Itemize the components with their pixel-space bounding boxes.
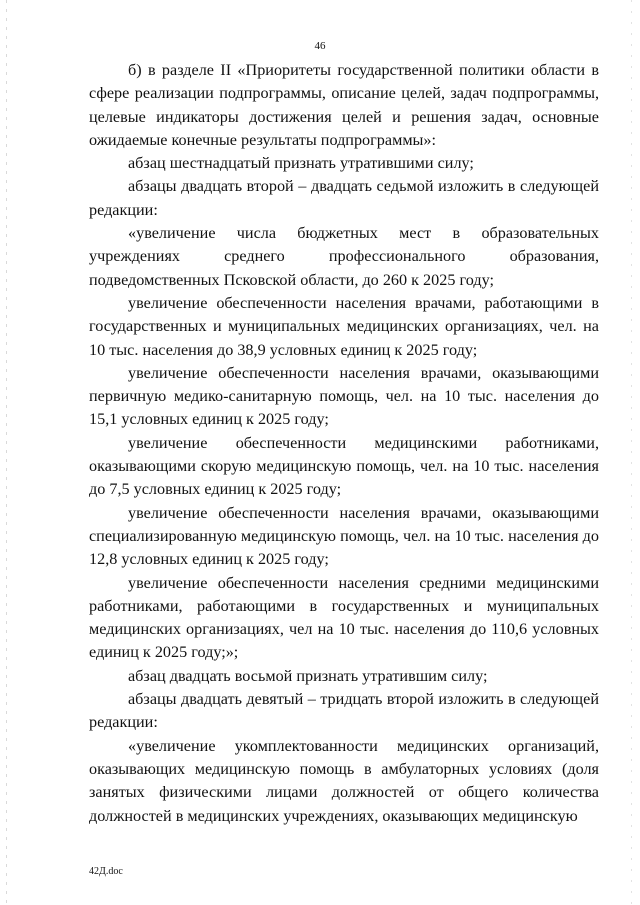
paragraph: абзацы двадцать второй – двадцать седьмой изложить в следующей редакции: [89,177,599,219]
paragraph: увеличение обеспеченности населения врачами, оказывающими первичную медико-санитарную помощь, чел. на 10 тыс. населения до 15,1 условных единиц к 2025 году; [89,363,599,429]
paragraph: увеличение обеспеченности населения средними медицинскими работниками, работающими в государственных и муниципальных медицинских организациях, чел на 10 тыс. населения до 110,6 условных единиц к 2025 году;»; [89,573,599,662]
paragraph: «увеличение укомплектованности медицинских организаций, оказывающих медицинскую помощь в амбулаторных условиях (доля занятых физическими лицами должностей от общего количества должностей в медицинских учреждениях, оказывающих медицинскую [89,736,599,825]
paragraph: увеличение обеспеченности медицинскими работниками, оказывающими скорую медицинскую помощь, чел. на 10 тыс. населения до 7,5 условных единиц к 2025 году; [89,433,599,499]
scan-edge-left [6,0,7,905]
paragraph-section-heading: б) в разделе II «Приоритеты государственной политики области в сфере реализации подпрограммы, описание целей, задач подпрограммы, целевые индикаторы достижения целей и решения задач, основные ожидаемые конечные результаты подпрограммы»: [89,61,599,149]
footer-filename: 42Д.doc [89,866,123,877]
scan-edge-right [631,0,632,905]
paragraph: «увеличение числа бюджетных мест в образовательных учреждениях среднего профессионального образования, подведомственных Псковской области, до 260 к 2025 году; [89,224,599,289]
page-number: 46 [314,40,326,52]
paragraph: увеличение обеспеченности населения врачами, работающими в государственных и муниципальных медицинских организациях, чел. на 10 тыс. населения до 38,9 условных единиц к 2025 году; [89,293,599,359]
paragraph: увеличение обеспеченности населения врачами, оказывающими специализированную медицинскую помощь, чел. на 10 тыс. населения до 12,8 условных единиц к 2025 году; [89,503,599,569]
document-body [89,59,599,828]
paragraph: абзац шестнадцатый признать утратившими силу; [128,154,474,173]
paragraph: абзац двадцать восьмой признать утратившим силу; [128,666,488,685]
paragraph: абзацы двадцать девятый – тридцать второй изложить в следующей редакции: [89,690,599,732]
